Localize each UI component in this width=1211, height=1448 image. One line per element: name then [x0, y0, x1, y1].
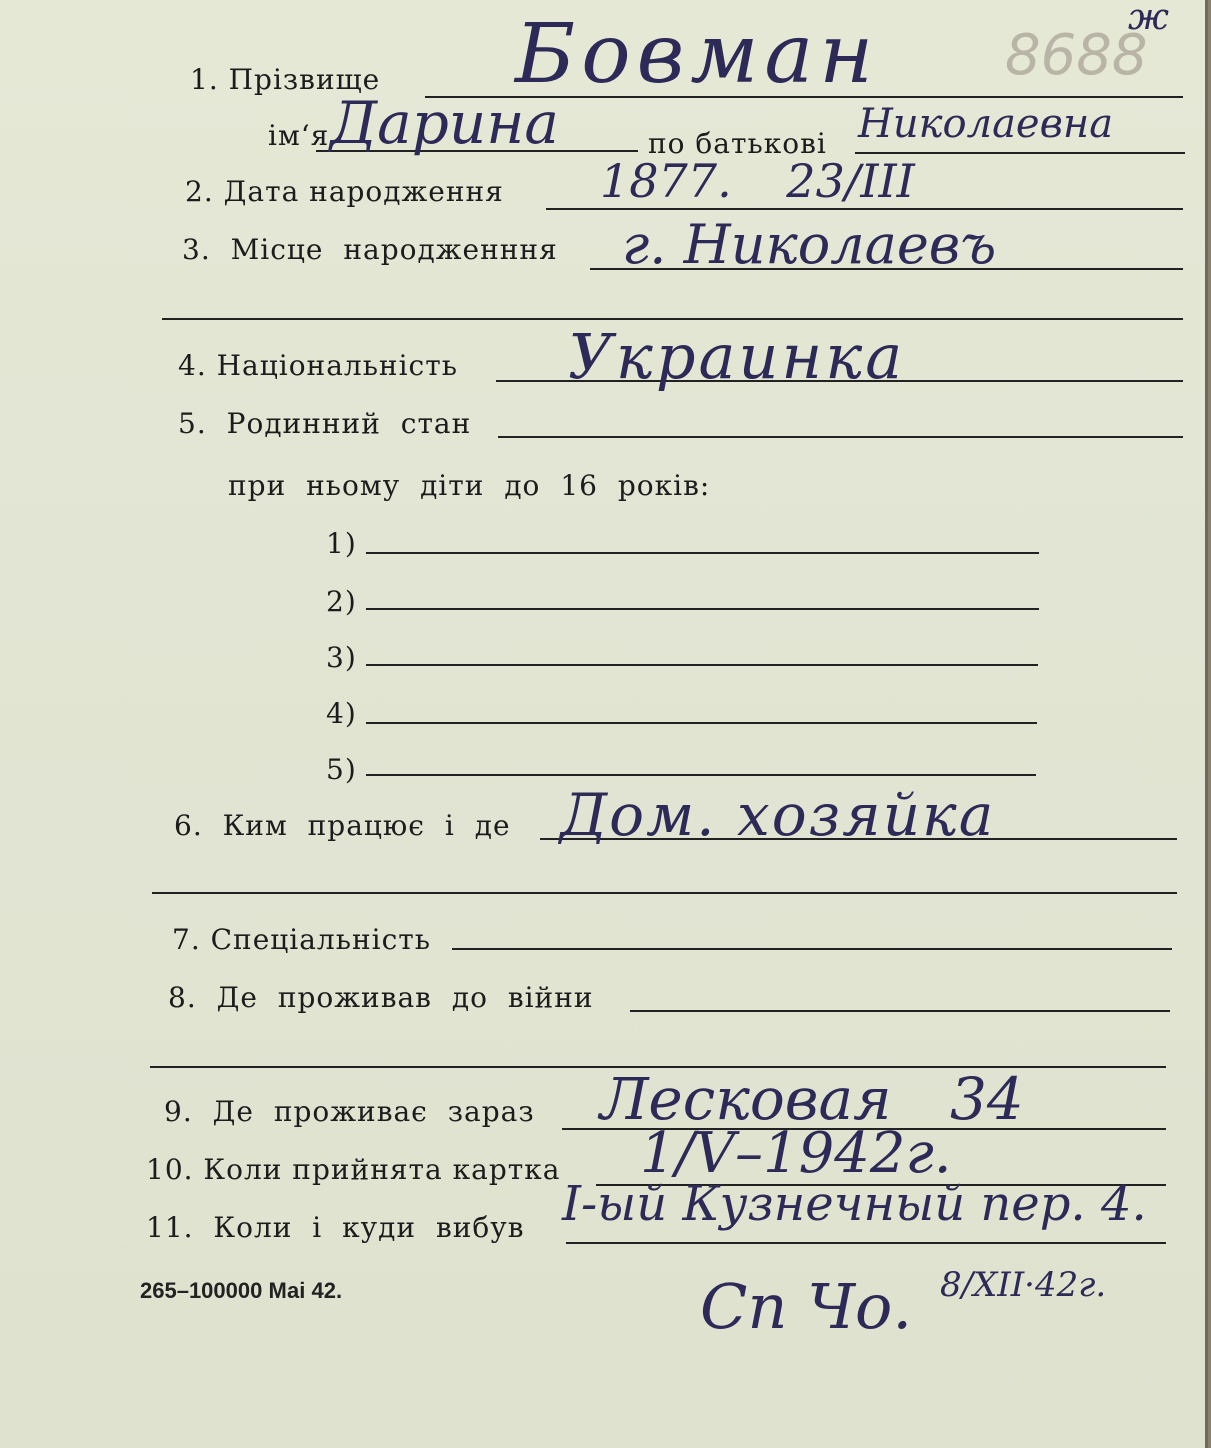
value-patronymic: Николаевна	[858, 101, 1114, 147]
label-patronymic: по батькові	[648, 127, 827, 160]
line-speciality	[452, 948, 1172, 950]
label-speciality: 7. Спеціальність	[172, 923, 431, 956]
children-row-5-label: 5)	[326, 753, 357, 786]
print-code: 265–100000 Маі 42.	[140, 1278, 343, 1303]
label-birth-place: 3. Місце народженння	[182, 233, 558, 266]
line-prewar-residence	[630, 1010, 1170, 1012]
children-row-4-label: 4)	[326, 697, 357, 730]
label-prewar-residence: 8. Де проживав до війни	[168, 981, 594, 1014]
label-birth-date: 2. Дата народження	[185, 175, 504, 208]
value-card-date: 1/V–1942г.	[640, 1121, 952, 1186]
children-row-1-label: 1)	[326, 527, 357, 560]
children-row-1-line	[366, 552, 1039, 554]
value-birth-date: 1877. 23/III	[600, 154, 915, 208]
children-row-5-line	[366, 774, 1036, 776]
label-card-date: 10. Коли прийнята картка	[146, 1153, 561, 1186]
line-family-status	[498, 436, 1183, 438]
pencil-number: 8688	[1005, 23, 1148, 88]
label-children: при ньому діти до 16 років:	[228, 469, 711, 502]
line-departure	[566, 1242, 1166, 1244]
line-birth-date	[546, 208, 1183, 210]
value-name: Дарина	[330, 89, 559, 157]
line-occupation-2	[152, 892, 1177, 894]
children-row-3-line	[366, 664, 1038, 666]
value-current-residence: Лесковая 34	[600, 1065, 1024, 1133]
label-surname: 1. Прізвище	[190, 63, 381, 96]
value-birth-place: г. Николаевъ	[622, 213, 997, 276]
label-name: ім‘я	[268, 119, 330, 152]
corner-mark: ж	[1128, 0, 1169, 38]
value-occupation: Дом. хозяйка	[560, 781, 996, 849]
children-row-3-label: 3)	[326, 641, 357, 674]
label-current-residence: 9. Де проживає зараз	[164, 1095, 535, 1128]
label-occupation: 6. Ким працює і де	[174, 809, 511, 842]
label-family-status: 5. Родинний стан	[178, 407, 472, 440]
children-row-2-line	[366, 608, 1039, 610]
value-departure: I-ый Кузнечный пер. 4.	[562, 1176, 1147, 1232]
value-nationality: Украинка	[568, 320, 906, 393]
children-row-2-label: 2)	[326, 585, 357, 618]
value-surname: Бовман	[515, 7, 880, 102]
label-departure: 11. Коли і куди вибув	[146, 1211, 525, 1244]
children-row-4-line	[366, 722, 1037, 724]
signature: Сп Чо.	[700, 1270, 913, 1343]
label-nationality: 4. Національність	[178, 349, 458, 382]
departure-date: 8/XII·42г.	[940, 1265, 1107, 1305]
